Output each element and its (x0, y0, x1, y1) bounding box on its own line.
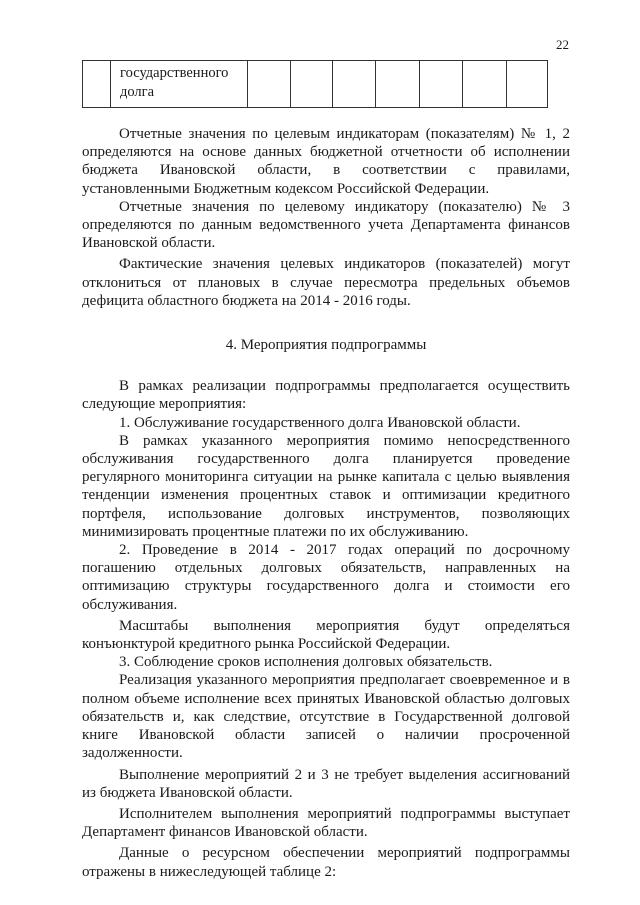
paragraph: Реализация указанного мероприятия предполагает своевременное и в полном объеме исполнение всех принятых Ивановской областью долговых обязательств и, как следствие, отсутствие в Государственной долговой книге Ивановской области записей о наличии просроченной задолженности. (82, 672, 570, 762)
table-cell (463, 61, 507, 108)
table-cell (83, 61, 111, 108)
paragraph: Данные о ресурсном обеспечении мероприятий подпрограммы отражены в нижеследующей таблице 2: (82, 845, 570, 880)
paragraph: В рамках реализации подпрограммы предполагается осуществить следующие мероприятия: (82, 378, 570, 413)
paragraph: Исполнителем выполнения мероприятий подпрограммы выступает Департамент финансов Ивановской области. (82, 805, 570, 841)
paragraph: В рамках указанного мероприятия помимо непосредственного обслуживания государственного долга планируется проведение регулярного мониторинга ситуации на рынке капитала с целью выявления тенденции изменения процентных ставок и оптимизации кредитного портфеля, использование долговых инструментов, позволяющих минимизировать процентные платежи по их обслуживанию. (82, 432, 570, 540)
paragraph: Выполнение мероприятий 2 и 3 не требует выделения ассигнований из бюджета Ивановской области. (82, 766, 570, 801)
page-number: 22 (556, 37, 569, 52)
paragraph: Масштабы выполнения мероприятия будут определяться конъюнктурой кредитного рынка Российской Федерации. (82, 617, 570, 653)
indicator-table-fragment (82, 60, 548, 108)
table-cell (507, 61, 548, 108)
table-cell (248, 61, 291, 108)
table-cell (376, 61, 420, 108)
section-title: 4. Мероприятия подпрограммы (225, 337, 427, 354)
document-body (82, 125, 570, 881)
list-item: 1. Обслуживание государственного долга Ивановской области. (119, 414, 521, 431)
table-row (83, 61, 548, 108)
table-cell (333, 61, 376, 108)
list-item: 3. Соблюдение сроков исполнения долговых обязательств. (119, 654, 493, 671)
paragraph: Фактические значения целевых индикаторов (показателей) могут отклониться от плановых в случае пересмотра предельных объемов дефицита областного бюджета на 2014 - 2016 годы. (82, 256, 570, 309)
table-cell (420, 61, 463, 108)
table-cell (291, 61, 333, 108)
table-cell-label: государственного долга (111, 61, 248, 108)
paragraph: Отчетные значения по целевым индикаторам (показателям) № 1, 2 определяются на основе данных бюджетной отчетности об исполнении бюджета Ивановской области, в соответствии с правилами, установленными Бюджетным кодексом Российской Федерации. (82, 126, 570, 197)
paragraph: Отчетные значения по целевому индикатору (показателю) № 3 определяются по данным ведомственного учета Департамента финансов Ивановской области. (82, 198, 570, 252)
list-item: 2. Проведение в 2014 - 2017 годах операций по досрочному погашению отдельных долговых обязательств, направленных на оптимизацию структуры государственного долга и стоимости его обслуживания. (82, 542, 570, 613)
